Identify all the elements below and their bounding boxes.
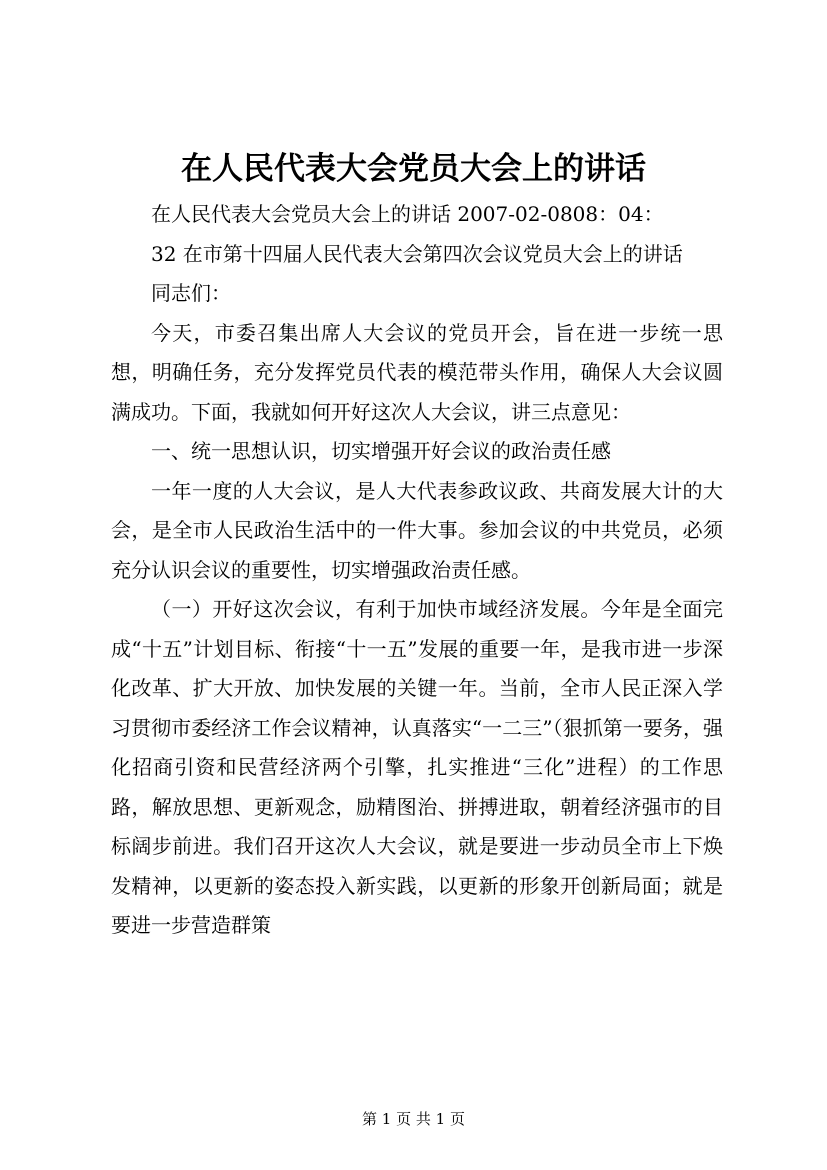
page-footer: 第 1 页 共 1 页	[362, 1110, 465, 1128]
paragraph: 一、统一思想认识，切实增强开好会议的政治责任感	[151, 439, 611, 463]
paragraph: 今天，市委召集出席人大会议的党员开会，旨在进一步统一思想，明确任务，充分发挥党员代表的模范带头作用，确保人大会议圆满成功。下面，我就如何开好这次人大会议，讲三点意见：	[111, 320, 723, 424]
paragraph: 32 在市第十四届人民代表大会第四次会议党员大会上的讲话	[151, 241, 683, 266]
paragraph: 同志们：	[151, 281, 231, 305]
paragraph: 一年一度的人大会议，是人大代表参政议政、共商发展大计的大会，是全市人民政治生活中的一件大事。参加会议的中共党员，必须充分认识会议的重要性，切实增强政治责任感。	[111, 478, 723, 582]
document-title: 在人民代表大会党员大会上的讲话	[181, 151, 646, 187]
paragraph: 在人民代表大会党员大会上的讲话 2007-02-0808：04：	[151, 202, 664, 226]
paragraph: （一）开好这次会议，有利于加快市域经济发展。今年是全面完成“十五”计划目标、衔接“十一五”发展的重要一年，是我市进一步深化改革、扩大开放、加快发展的关键一年。当前，全市人民正深入学习贯彻市委经济工作会议精神，认真落实“一二三”（狠抓第一要务，强化招商引资和民营经济两个引擎，扎实推进“三化”进程）的工作思路，解放思想、更新观念，励精图治、拼搏进取，朝着经济强市的目标阔步前进。我们召开这次人大会议，就是要进一步动员全市上下焕发精神，以更新的姿态投入新实践，以更新的形象开创新局面；就是要进一步营造群策	[111, 597, 723, 937]
document-body	[111, 195, 723, 946]
